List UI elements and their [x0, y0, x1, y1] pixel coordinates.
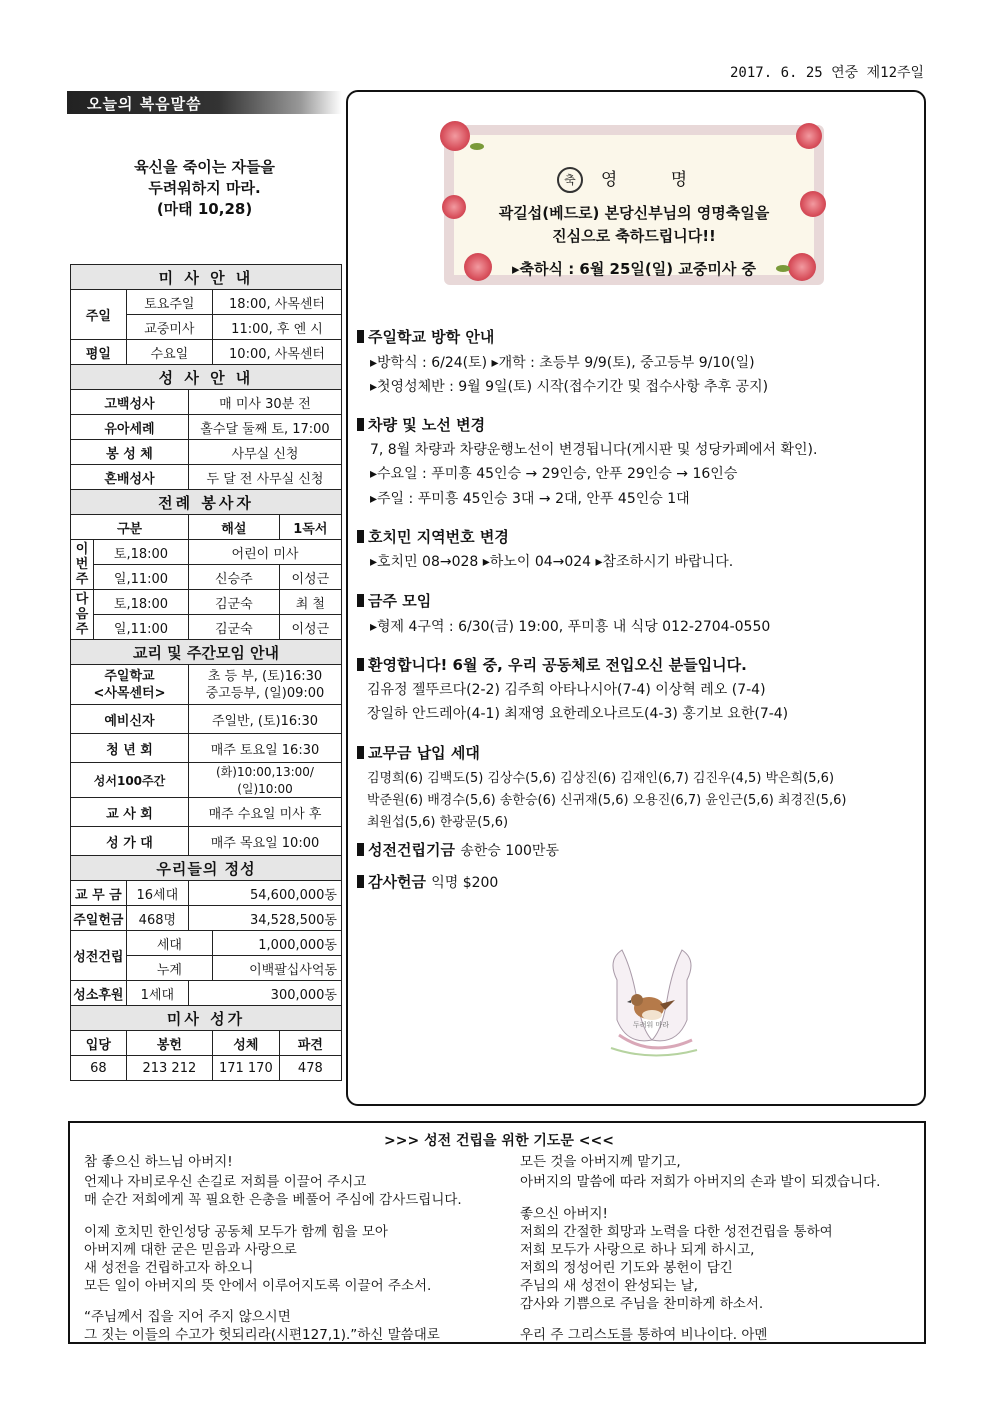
cell: 성서100주간: [71, 763, 189, 798]
notice-title-text: 환영합니다! 6월 중, 우리 공동체로 전입오신 분들입니다.: [368, 656, 747, 674]
cell: 주일헌금: [71, 906, 127, 931]
cell: 이성근: [279, 565, 341, 590]
cell: 교 무 금: [71, 881, 127, 906]
cell: 토요주일: [126, 290, 212, 315]
cell: 청 년 회: [71, 734, 189, 763]
banner-title-text: 영 명: [600, 170, 712, 190]
cell: 유아세례: [71, 415, 189, 440]
leaf-decoration: [470, 143, 484, 150]
sunday-school-times: [189, 665, 342, 705]
bullet-square-icon: [357, 843, 364, 856]
gospel-header: 오늘의 복음말씀: [67, 91, 342, 114]
bullet-square-icon: [357, 746, 364, 759]
notice-title-text: 감사헌금: [368, 873, 426, 891]
cell: 교 사 회: [71, 798, 189, 827]
hymns-title: 미사 성가: [71, 1006, 342, 1031]
notice-line: 최원섭(5,6) 한광문(5,6): [367, 815, 509, 830]
cell: 매 미사 30분 전: [189, 390, 342, 415]
prayer-line: “주님께서 집을 지어 주지 않으시면: [84, 1309, 291, 1325]
cell: 김군숙: [189, 615, 280, 640]
prayer-line: 언제나 자비로우신 손길로 저희를 이끌어 주시고: [84, 1174, 367, 1190]
prayer-line: 우리 주 그리스도를 통하여 비나이다. 아멘: [520, 1327, 768, 1343]
cell: 주일반, (토)16:30: [189, 705, 342, 734]
rose-decoration: [440, 121, 470, 151]
hands-bird-icon: [597, 940, 707, 1065]
cell: 김군숙: [189, 590, 280, 615]
cell: 18:00, 사목센터: [213, 290, 342, 315]
cell: 교중미사: [126, 315, 212, 340]
banner-line: 곽길섭(베드로) 본당신부님의 영명축일을: [498, 204, 770, 222]
mass-guide-title: 미 사 안 내: [71, 265, 342, 290]
notice-line: ▸형제 4구역 : 6/30(금) 19:00, 푸미흥 내 식당 012-2704-0550: [370, 619, 771, 635]
notice-title-text: 교무금 납입 세대: [368, 744, 480, 762]
cell-line: 중고등부, (일)09:00: [205, 685, 325, 701]
cell: (화)10:00,13:00/ (일)10:00: [189, 763, 342, 798]
cell: 누계: [126, 956, 212, 981]
cell-line: 주일학교: [104, 668, 155, 684]
banner-line: ▸축하식 : 6월 25일(일) 교중미사 중: [511, 260, 757, 278]
cell: 어린이 미사: [189, 540, 342, 565]
cell: 54,600,000동: [189, 881, 342, 906]
cell: 두 달 전 사무실 신청: [189, 465, 342, 490]
cell: 구분: [71, 515, 189, 540]
prayer-line: 매 순간 저희에게 꼭 필요한 은총을 베풀어 주심에 감사드립니다.: [84, 1192, 462, 1208]
banner-line: 진심으로 축하드립니다!!: [552, 227, 716, 245]
cell: 일,11:00: [93, 615, 188, 640]
cell: 고백성사: [71, 390, 189, 415]
cell: 1독서: [279, 515, 341, 540]
cell: 예비신자: [71, 705, 189, 734]
prayer-line: 저희 모두가 사랑으로 하나 되게 하시고,: [520, 1242, 755, 1258]
cell: 성 가 대: [71, 827, 189, 856]
cell: 매주 수요일 미사 후: [189, 798, 342, 827]
notice-title: [357, 871, 498, 892]
notice-line: 김유정 젤뚜르다(2-2) 김주희 아타나시아(7-4) 이상혁 레오 (7-4): [367, 682, 766, 698]
prayer-line: 모든 것을 아버지께 맡기고,: [520, 1154, 681, 1170]
notice-line: 장일하 안드레아(4-1) 최재영 요한레오나르도(4-3) 홍기보 요한(7-4): [367, 706, 789, 722]
prayer-line: 새 성전을 건립하고자 하오니: [84, 1260, 254, 1276]
cell: 해설: [189, 515, 280, 540]
notice-line: ▸첫영성체반 : 9월 9일(토) 시작(접수기간 및 접수사항 추후 공지): [370, 379, 769, 395]
notice-line: ▸호치민 08→028 ▸하노이 04→024 ▸참조하시기 바랍니다.: [370, 554, 734, 570]
notice-title: [357, 590, 431, 611]
cell: 213 212: [126, 1056, 212, 1081]
cell: 토,18:00: [93, 540, 188, 565]
notice-title: [357, 742, 480, 763]
notice-line: ▸방학식 : 6/24(토) ▸개학 : 초등부 9/9(토), 중고등부 9/10(일): [370, 355, 755, 371]
cell: 토,18:00: [93, 590, 188, 615]
cell: 매주 토요일 16:30: [189, 734, 342, 763]
notice-title: [357, 326, 494, 347]
cell: 68: [71, 1056, 127, 1081]
weekday-label: 평일: [71, 340, 127, 365]
notice-line: 7, 8월 차량과 차량운행노선이 변경됩니다(게시판 및 성당카페에서 확인).: [370, 442, 818, 458]
notice-inline: 송한승 100만동: [460, 843, 559, 859]
notice-line: 박준원(6) 배경수(5,6) 송한승(6) 신귀재(5,6) 오용진(6,7) 윤인근(5,6) 최경진(5,6): [367, 793, 847, 808]
cell: 수요일: [126, 340, 212, 365]
notice-line: ▸주일 : 푸미흥 45인승 3대 → 2대, 안푸 45인승 1대: [370, 491, 690, 507]
notice-title: [357, 526, 509, 547]
sunday-school-label: [71, 665, 189, 705]
cell: 468명: [126, 906, 188, 931]
prayer-line: 저희의 정성어린 기도와 봉헌이 담긴: [520, 1260, 733, 1276]
cell: 봉헌: [126, 1031, 212, 1056]
feast-banner: [444, 125, 824, 285]
cell: 성소후원: [71, 981, 127, 1006]
bullet-square-icon: [357, 330, 364, 343]
cell: 34,528,500동: [189, 906, 342, 931]
cell: 입당: [71, 1031, 127, 1056]
cell: 478: [279, 1056, 341, 1081]
cell: 성체: [213, 1031, 280, 1056]
cell: 이성근: [279, 615, 341, 640]
gospel-reference: (마태 10,28): [156, 200, 253, 218]
cell: 16세대: [126, 881, 188, 906]
cell: 홀수달 둘째 토, 17:00: [189, 415, 342, 440]
prayer-line: 아버지의 말씀에 따라 저희가 아버지의 손과 발이 되겠습니다.: [520, 1174, 881, 1190]
meetings-title: 교리 및 주간모임 안내: [71, 640, 342, 665]
bird-in-hands-illustration: [597, 940, 707, 1065]
cell: 이백팔십사억동: [213, 956, 342, 981]
prayer-title: >>> 성전 건립을 위한 기도문 <<<: [384, 1133, 614, 1149]
servers-title: 전례 봉사자: [71, 490, 342, 515]
prayer-line: 그 짓는 이들의 수고가 헛되리라(시편127,1).”하신 말씀대로: [84, 1327, 440, 1343]
gospel-verse: [67, 157, 342, 220]
cell-line: 초 등 부, (토)16:30: [207, 668, 323, 684]
notice-title-text: 주일학교 방학 안내: [368, 328, 495, 346]
cell: 10:00, 사목센터: [213, 340, 342, 365]
notice-inline: 익명 $200: [431, 875, 499, 891]
cell: 신승주: [189, 565, 280, 590]
cell: 최 철: [279, 590, 341, 615]
bullet-square-icon: [357, 594, 364, 607]
cell: 매주 목요일 10:00: [189, 827, 342, 856]
notice-title-text: 호치민 지역번호 변경: [368, 528, 509, 546]
gospel-line: 두려워하지 마라.: [148, 179, 261, 197]
prayer-line: 감사와 기쁨으로 주님을 찬미하게 하소서.: [520, 1296, 764, 1312]
bulletin-date: 2017. 6. 25 연중 제12주일: [730, 65, 925, 81]
cell: 11:00, 후 엔 시: [213, 315, 342, 340]
notice-title: [357, 414, 485, 435]
prayer-line: 주님의 새 성전이 완성되는 날,: [520, 1278, 698, 1294]
gospel-line: 육신을 죽이는 자들을: [134, 158, 275, 176]
prayer-line: 참 좋으신 하느님 아버지!: [84, 1154, 233, 1170]
bullet-square-icon: [357, 530, 364, 543]
info-table: [70, 264, 342, 1081]
cell: 1,000,000동: [213, 931, 342, 956]
cell: 171 170: [213, 1056, 280, 1081]
prayer-line: 저희의 간절한 희망과 노력을 다한 성전건립을 통하여: [520, 1224, 833, 1240]
notice-title-text: 금주 모임: [368, 592, 432, 610]
rose-decoration: [796, 123, 822, 149]
next-week-label: 다음주: [71, 590, 94, 640]
illustration-caption: 두려워 마라: [633, 1021, 670, 1029]
prayer-line: 좋으신 아버지!: [520, 1206, 608, 1222]
offerings-title: 우리들의 정성: [71, 856, 342, 881]
bullet-square-icon: [357, 875, 364, 888]
emblem-icon: 축: [557, 167, 583, 193]
cell: 혼배성사: [71, 465, 189, 490]
cell: 봉 성 체: [71, 440, 189, 465]
sacrament-title: 성 사 안 내: [71, 365, 342, 390]
notice-title: [357, 839, 559, 860]
cell: 일,11:00: [93, 565, 188, 590]
notice-line: ▸수요일 : 푸미흥 45인승 → 29인승, 안푸 29인승 → 16인승: [370, 466, 738, 482]
this-week-label: 이번주: [71, 540, 94, 590]
notice-title-text: 성전건립기금: [368, 841, 455, 859]
banner-title: [454, 165, 814, 193]
notice-title-text: 차량 및 노선 변경: [368, 416, 486, 434]
bullet-square-icon: [357, 658, 364, 671]
building-label: 성전건립: [71, 931, 127, 981]
cell: 사무실 신청: [189, 440, 342, 465]
sunday-label: 주일: [71, 290, 127, 340]
bullet-square-icon: [357, 418, 364, 431]
cell: 세대: [126, 931, 212, 956]
prayer-box: [68, 1121, 926, 1344]
prayer-line: 이제 호치민 한인성당 공동체 모두가 함께 힘을 모아: [84, 1224, 388, 1240]
prayer-line: 아버지께 대한 굳은 믿음과 사랑으로: [84, 1242, 297, 1258]
cell: 파견: [279, 1031, 341, 1056]
notice-title: [357, 654, 747, 675]
cell: 300,000동: [189, 981, 342, 1006]
notice-line: 김명희(6) 김백도(5) 김상수(5,6) 김상진(6) 김재인(6,7) 김진우(4,5) 박은희(5,6): [367, 771, 835, 786]
cell: 1세대: [126, 981, 188, 1006]
cell-line: <사목센터>: [93, 685, 166, 701]
prayer-line: 모든 일이 아버지의 뜻 안에서 이루어지도록 이끌어 주소서.: [84, 1278, 432, 1294]
